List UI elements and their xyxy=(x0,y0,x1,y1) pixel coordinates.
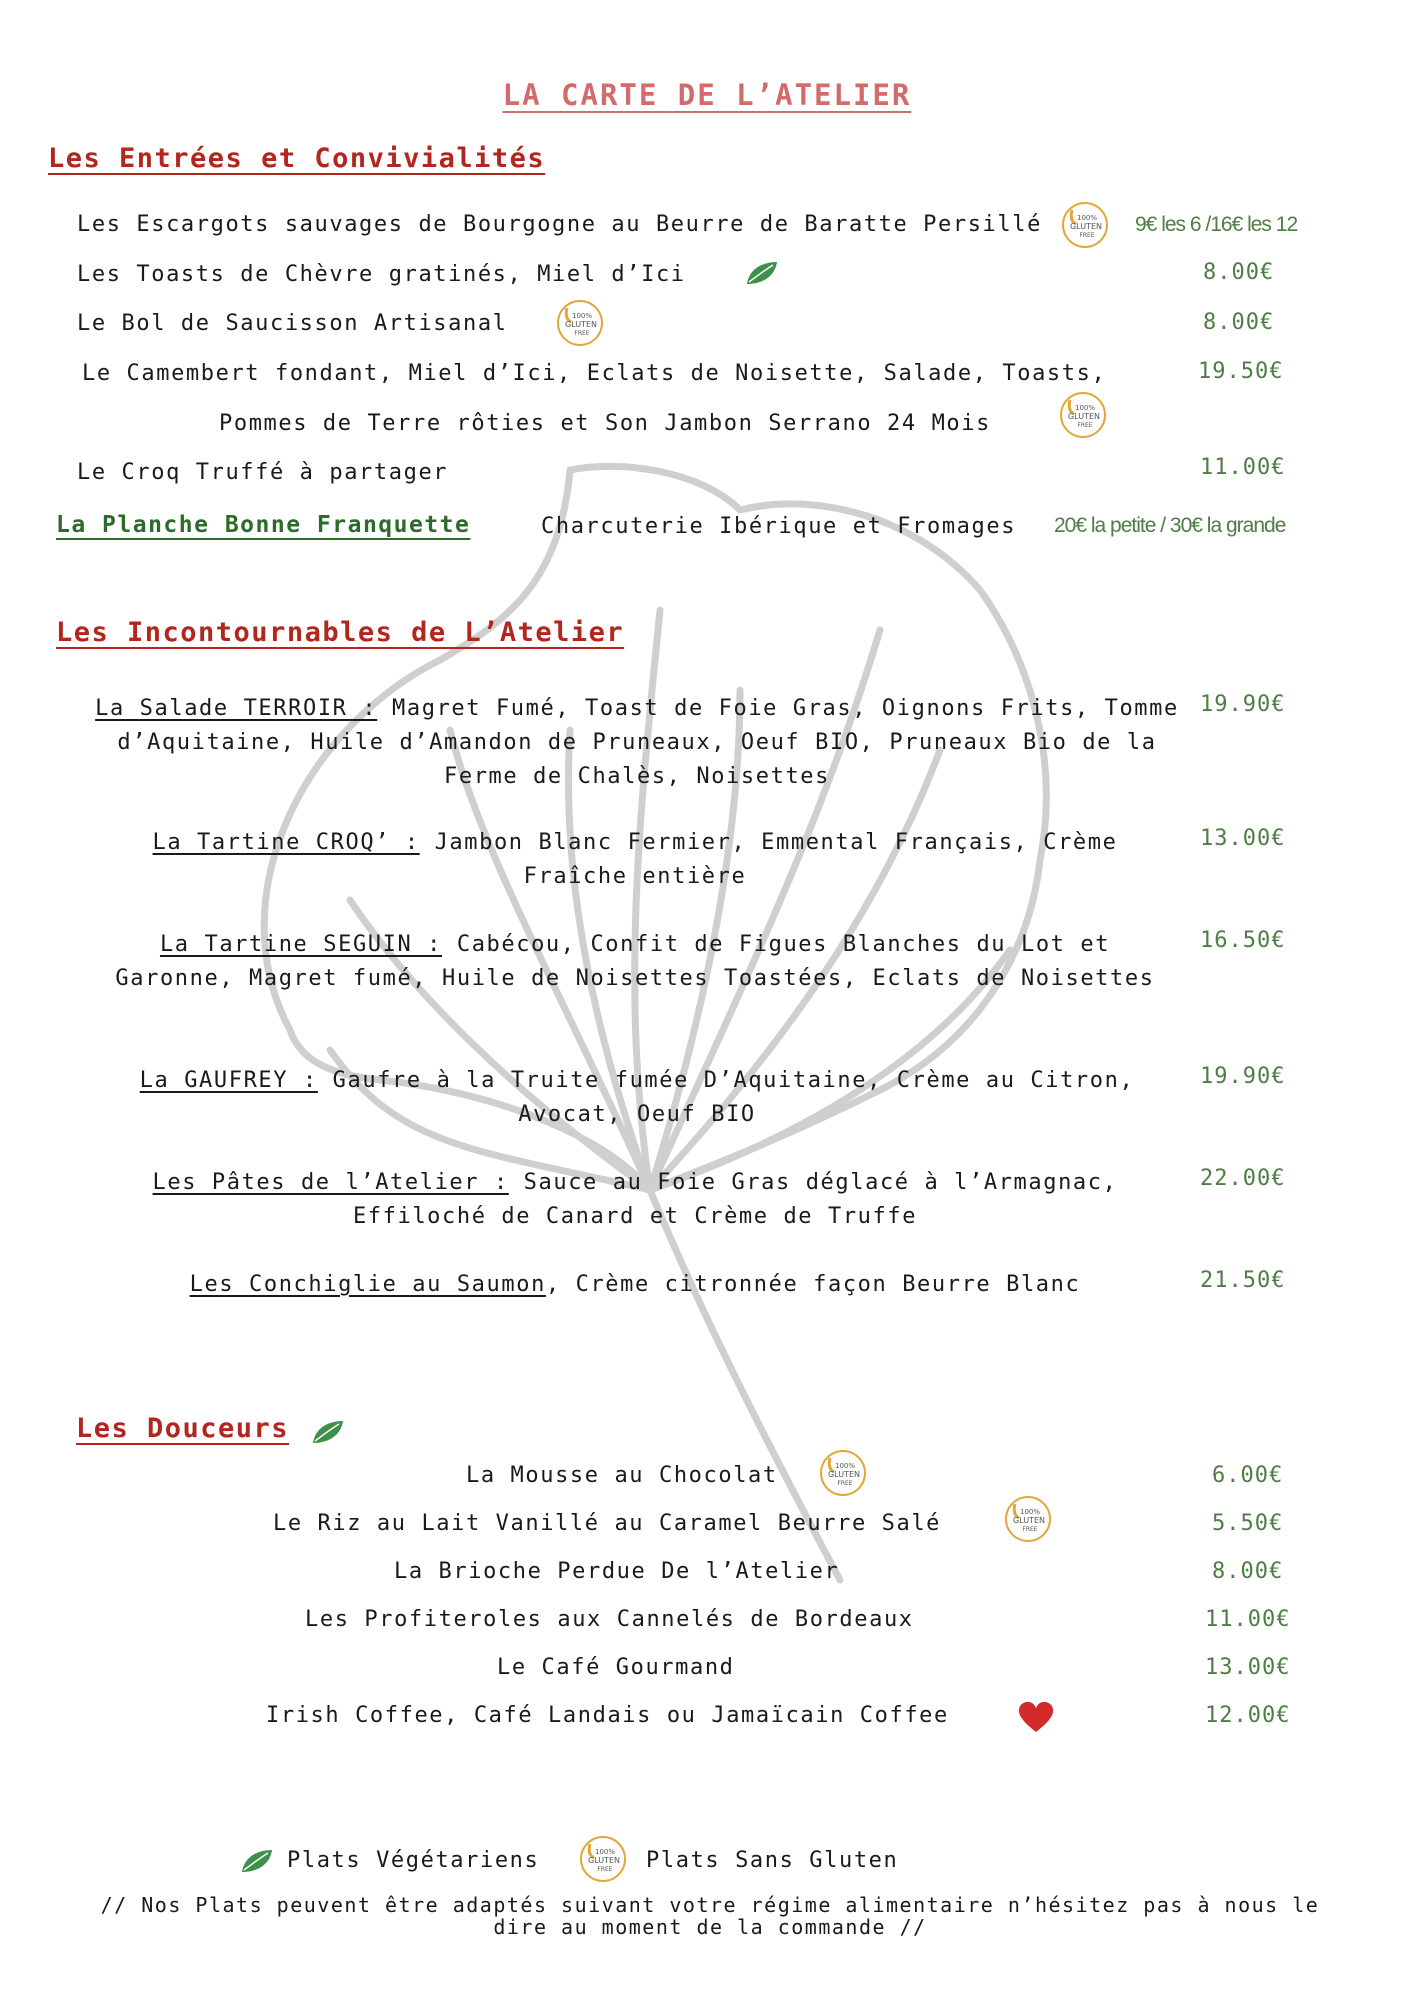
price-pates-atelier: 22.00€ xyxy=(1200,1166,1286,1191)
svg-text:100%: 100% xyxy=(594,1848,616,1856)
section-heading-entrees: Les Entrées et Convivialités xyxy=(48,143,546,174)
dessert-mousse-chocolat: La Mousse au Chocolat xyxy=(466,1463,778,1488)
menu-item-escargots: Les Escargots sauvages de Bourgogne au Beurre de Baratte Persillé xyxy=(77,212,1042,237)
svg-text:100%: 100% xyxy=(1019,1508,1041,1516)
price-riz-au-lait: 5.50€ xyxy=(1212,1511,1284,1536)
price-gaufrey: 19.90€ xyxy=(1200,1064,1286,1089)
menu-item-croq-truffe: Le Croq Truffé à partager xyxy=(77,460,449,485)
menu-item-bol-saucisson: Le Bol de Saucisson Artisanal xyxy=(77,311,508,336)
svg-text:GLUTEN: GLUTEN xyxy=(564,320,598,329)
price-brioche-perdue: 8.00€ xyxy=(1212,1559,1284,1584)
item-name: La GAUFREY : xyxy=(139,1068,318,1093)
price-tartine-croq: 13.00€ xyxy=(1200,826,1286,851)
item-name: Les Conchiglie au Saumon xyxy=(189,1272,546,1297)
svg-text:FREE: FREE xyxy=(1022,1526,1038,1533)
price-planche: 20€ la petite / 30€ la grande xyxy=(1054,514,1286,537)
svg-text:GLUTEN: GLUTEN xyxy=(1012,1516,1046,1525)
gluten-free-icon xyxy=(578,1834,628,1884)
footer-note: // Nos Plats peuvent être adaptés suivant votre régime alimentaire n’hésitez pas à nous le dire au moment de la commande // xyxy=(100,1893,1320,1939)
price-toasts-chevre: 8.00€ xyxy=(1203,260,1275,285)
item-name: La Salade TERROIR : xyxy=(95,696,378,721)
legend-gluten-free: Plats Sans Gluten xyxy=(646,1848,899,1873)
item-description: Magret Fumé, Toast de Foie Gras, Oignons Frits, Tomme d’Aquitaine, Huile d’Amandon de Pruneaux, Oeuf BIO, Pruneaux Bio de la Ferme de Chalès, Noisettes xyxy=(117,696,1179,789)
item-description: , Crème citronnée façon Beurre Blanc xyxy=(545,1272,1081,1297)
gluten-free-icon xyxy=(1060,200,1110,250)
vegetarian-leaf-icon xyxy=(240,1848,274,1874)
gluten-free-icon xyxy=(818,1448,868,1498)
price-mousse-chocolat: 6.00€ xyxy=(1212,1463,1284,1488)
section-heading-incontournables: Les Incontournables de L’Atelier xyxy=(56,617,625,648)
svg-text:GLUTEN: GLUTEN xyxy=(1069,222,1103,231)
dessert-profiteroles: Les Profiteroles aux Cannelés de Bordeaux xyxy=(305,1607,914,1632)
svg-text:100%: 100% xyxy=(571,312,593,320)
price-salade-terroir: 19.90€ xyxy=(1200,692,1286,717)
price-escargots: 9€ les 6 /16€ les 12 xyxy=(1135,213,1298,236)
gluten-free-icon xyxy=(1058,390,1108,440)
menu-item-tartine-seguin xyxy=(110,928,1160,996)
price-tartine-seguin: 16.50€ xyxy=(1200,928,1286,953)
dessert-brioche-perdue: La Brioche Perdue De l’Atelier xyxy=(394,1559,840,1584)
gluten-free-icon xyxy=(555,298,605,348)
menu-item-toasts-chevre: Les Toasts de Chèvre gratinés, Miel d’Ici xyxy=(77,262,686,287)
price-cafe-gourmand: 13.00€ xyxy=(1205,1655,1291,1680)
menu-item-camembert: Le Camembert fondant, Miel d’Ici, Eclats de Noisette, Salade, Toasts, xyxy=(82,361,1107,386)
item-description: Cabécou, Confit de Figues Blanches du Lot et Garonne, Magret fumé, Huile de Noisettes Toastées, Eclats de Noisettes xyxy=(115,932,1155,991)
menu-item-conchiglie xyxy=(100,1268,1170,1302)
item-name: La Tartine CROQ’ : xyxy=(152,830,420,855)
legend-vegetarian: Plats Végétariens xyxy=(287,1848,540,1873)
svg-text:100%: 100% xyxy=(1074,404,1096,412)
planche-description: Charcuterie Ibérique et Fromages xyxy=(541,514,1017,539)
menu-item-salade-terroir xyxy=(92,692,1182,794)
svg-text:100%: 100% xyxy=(1076,214,1098,222)
svg-text:FREE: FREE xyxy=(1079,232,1095,239)
planche-title: La Planche Bonne Franquette xyxy=(56,512,471,538)
item-name: Les Pâtes de l’Atelier : xyxy=(152,1170,509,1195)
svg-text:FREE: FREE xyxy=(1077,422,1093,429)
menu-item-pates-atelier xyxy=(100,1166,1170,1234)
svg-text:FREE: FREE xyxy=(597,1866,613,1873)
item-description: Gaufre à la Truite fumée D’Aquitaine, Crème au Citron, Avocat, Oeuf BIO xyxy=(317,1068,1135,1127)
dessert-irish-coffee: Irish Coffee, Café Landais ou Jamaïcain Coffee xyxy=(266,1703,949,1728)
heart-icon xyxy=(1017,1700,1055,1734)
menu-item-gaufrey xyxy=(92,1064,1182,1132)
price-conchiglie: 21.50€ xyxy=(1200,1268,1286,1293)
svg-text:FREE: FREE xyxy=(574,330,590,337)
menu-item-tartine-croq xyxy=(100,826,1170,894)
svg-text:GLUTEN: GLUTEN xyxy=(827,1470,861,1479)
price-profiteroles: 11.00€ xyxy=(1205,1607,1291,1632)
menu-item-pommes-jambon: Pommes de Terre rôties et Son Jambon Serrano 24 Mois xyxy=(219,411,991,436)
vegetarian-leaf-icon xyxy=(311,1419,345,1445)
svg-text:100%: 100% xyxy=(834,1462,856,1470)
vegetarian-leaf-icon xyxy=(745,260,779,286)
item-description: Sauce au Foie Gras déglacé à l’Armagnac, Effiloché de Canard et Crème de Truffe xyxy=(352,1170,1118,1229)
dessert-cafe-gourmand: Le Café Gourmand xyxy=(497,1655,735,1680)
price-croq-truffe: 11.00€ xyxy=(1200,455,1286,480)
item-name: La Tartine SEGUIN : xyxy=(159,932,443,957)
gluten-free-icon xyxy=(1003,1494,1053,1544)
page-title: LA CARTE DE L’ATELIER xyxy=(502,78,912,112)
price-irish-coffee: 12.00€ xyxy=(1205,1703,1291,1728)
price-camembert: 19.50€ xyxy=(1198,359,1284,384)
price-bol-saucisson: 8.00€ xyxy=(1203,310,1275,335)
section-heading-douceurs: Les Douceurs xyxy=(76,1413,290,1444)
item-description: Jambon Blanc Fermier, Emmental Français, Crème Fraîche entière xyxy=(419,830,1118,889)
svg-text:GLUTEN: GLUTEN xyxy=(1067,412,1101,421)
dessert-riz-au-lait: Le Riz au Lait Vanillé au Caramel Beurre Salé xyxy=(273,1511,942,1536)
svg-text:GLUTEN: GLUTEN xyxy=(587,1856,621,1865)
svg-text:FREE: FREE xyxy=(837,1480,853,1487)
